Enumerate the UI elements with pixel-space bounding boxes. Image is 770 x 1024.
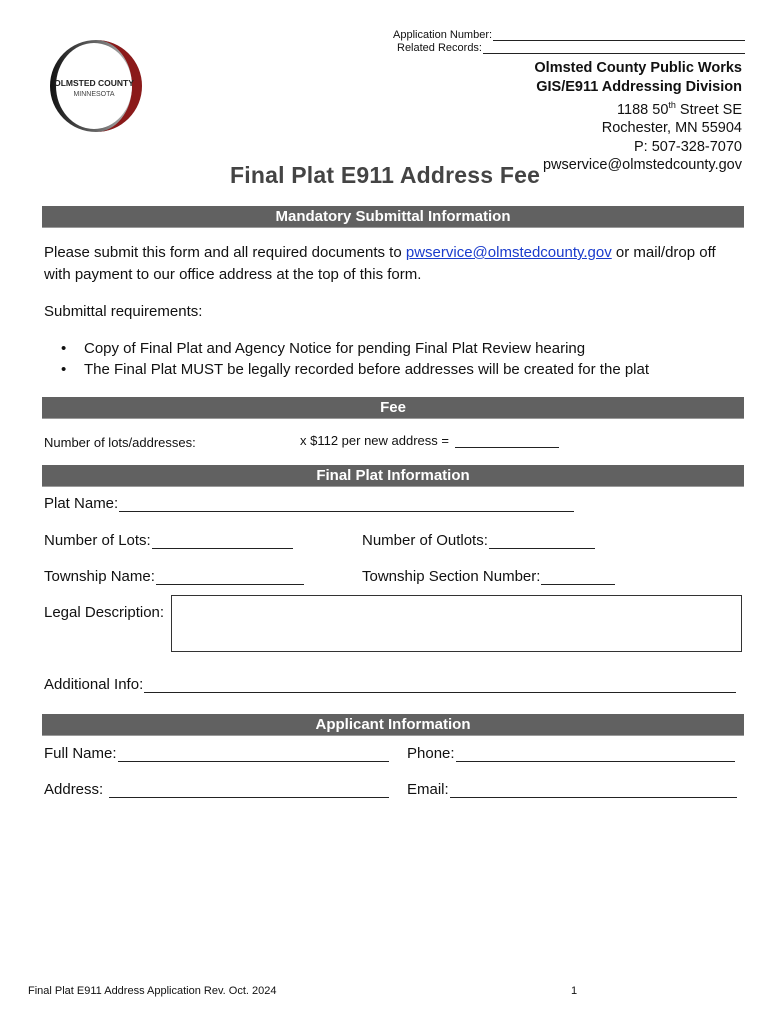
page-number: 1: [571, 985, 578, 997]
related-records-field[interactable]: [483, 44, 745, 54]
application-number-block: [393, 28, 745, 54]
additional-info-label: Additional Info:: [44, 676, 144, 693]
number-of-outlots-row: [362, 532, 595, 549]
phone-row: [407, 745, 735, 762]
requirement-item: • Copy of Final Plat and Agency Notice for pending Final Plat Review hearing: [44, 338, 744, 359]
requirements-list: [44, 338, 744, 380]
township-name-field[interactable]: [156, 570, 304, 585]
township-section-row: [362, 568, 615, 585]
address-label: Address:: [44, 781, 104, 798]
intro-text-line2: with payment to our office address at the top of this form.: [44, 266, 422, 283]
number-of-outlots-field[interactable]: [489, 534, 595, 549]
email-row: [407, 781, 737, 798]
logo-text-line2: MINNESOTA: [73, 91, 115, 98]
requirement-item: • The Final Plat MUST be legally recorded before addresses will be created for the plat: [44, 359, 744, 380]
section-header-mandatory: Mandatory Submittal Information: [42, 206, 744, 228]
section-header-plat: Final Plat Information: [42, 465, 744, 487]
plat-name-field[interactable]: [119, 497, 574, 512]
plat-name-row: [44, 495, 574, 512]
fee-calculation: [300, 433, 559, 448]
fee-total-field[interactable]: [455, 433, 559, 448]
county-logo: [44, 36, 148, 136]
application-number-label: Application Number:: [393, 29, 493, 41]
email-link[interactable]: pwservice@olmstedcounty.gov: [405, 244, 612, 261]
street-address: [534, 96, 742, 119]
application-number-field[interactable]: [493, 31, 745, 41]
org-name: Olmsted County Public Works: [534, 60, 742, 76]
full-name-field[interactable]: [118, 747, 389, 762]
legal-description-label: Legal Description:: [44, 604, 165, 621]
org-email: pwservice@olmstedcounty.gov: [542, 157, 742, 174]
number-of-lots-field[interactable]: [152, 534, 293, 549]
footer-revision: Final Plat E911 Address Application Rev. Oct. 2024: [28, 985, 277, 997]
fee-rate-label: x $112 per new address =: [300, 433, 449, 448]
township-name-label: Township Name:: [44, 568, 155, 585]
township-name-row: [44, 568, 304, 585]
section-header-applicant: Applicant Information: [42, 714, 744, 736]
phone-field[interactable]: [456, 747, 735, 762]
org-phone: P: 507-328-7070: [633, 138, 742, 155]
legal-description-field[interactable]: [171, 595, 742, 652]
division-name: GIS/E911 Addressing Division: [536, 78, 742, 95]
township-section-field[interactable]: [541, 570, 615, 585]
number-of-lots-label: Number of Lots:: [44, 532, 151, 549]
organization-address: [534, 59, 742, 175]
number-of-outlots-label: Number of Outlots:: [362, 532, 488, 549]
address-field[interactable]: [109, 783, 389, 798]
full-name-row: [44, 745, 389, 762]
county-logo-mark: [44, 36, 148, 136]
street-number: 1188 50: [617, 101, 669, 118]
street-rest: Street SE: [675, 101, 742, 118]
logo-text-line1: OLMSTED COUNTY: [54, 78, 134, 88]
address-row: [44, 781, 389, 798]
township-section-label: Township Section Number:: [362, 568, 541, 585]
intro-text-after: or mail/drop off: [611, 244, 716, 261]
phone-label: Phone:: [407, 745, 455, 762]
intro-text: Please submit this form and all required documents to: [44, 244, 406, 261]
email-field[interactable]: [450, 783, 737, 798]
additional-info-field[interactable]: [144, 678, 736, 693]
requirements-label: Submittal requirements:: [44, 303, 203, 320]
number-of-lots-row: [44, 532, 293, 549]
page-title: Final Plat E911 Address Fee: [230, 162, 541, 188]
street-suffix: th: [668, 100, 676, 110]
city-state-zip: Rochester, MN 55904: [601, 120, 742, 137]
plat-name-label: Plat Name:: [44, 495, 119, 512]
submittal-instructions: [44, 242, 744, 286]
email-label: Email:: [407, 781, 449, 798]
section-header-fee: Fee: [42, 397, 744, 419]
full-name-label: Full Name:: [44, 745, 117, 762]
lots-addresses-label: Number of lots/addresses:: [44, 435, 196, 450]
additional-info-row: [44, 676, 736, 693]
related-records-label: Related Records:: [397, 42, 482, 54]
